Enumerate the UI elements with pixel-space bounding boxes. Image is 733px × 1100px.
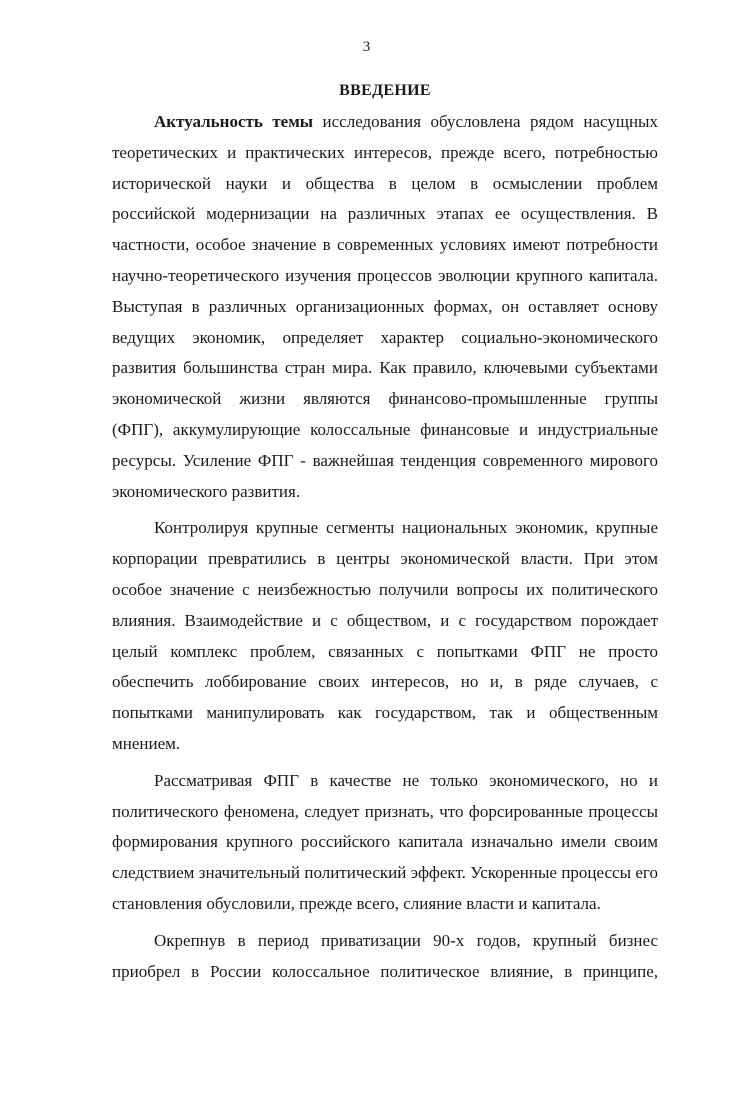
paragraph-1 xyxy=(112,107,658,507)
body-text xyxy=(112,107,658,987)
paragraph-1-text: исследования обусловлена рядом насущных теоретических и практических интересов, прежде всего, потребностью исторической науки и общества в целом в осмыслении проблем российской модернизации на различных этапах ее осуществления. В частности, особое значение в современных условиях имеют потребности научно-теоретического изучения процессов эволюции крупного капитала. Выступая в различных организационных формах, он оставляет основу ведущих экономик, определяет характер социально-экономического развития большинства стран мира. Как правило, ключевыми субъектами экономической жизни являются финансово-промышленные группы (ФПГ), аккумулирующие колоссальные финансовые и индустриальные ресурсы. Усиление ФПГ - важнейшая тенденция современного мирового экономического развития. xyxy=(112,112,658,501)
page-number: 3 xyxy=(362,39,371,55)
paragraph-2: Контролируя крупные сегменты национальных экономик, крупные корпорации превратились в центры экономической власти. При этом особое значение с неизбежностью получили вопросы их политического влияния. Взаимодействие и с обществом, и с государством порождает целый комплекс проблем, связанных с попытками ФПГ не просто обеспечить лоббирование своих интересов, но и, в ряде случаев, с попытками манипулировать как государством, так и общественным мнением. xyxy=(112,518,658,753)
paragraph-3: Рассматривая ФПГ в качестве не только экономического, но и политического феномена, следует признать, что форсированные процессы формирования крупного российского капитала изначально имели своим следствием значительный политический эффект. Ускоренные процессы его становления обусловили, прежде всего, слияние власти и капитала. xyxy=(112,770,658,913)
section-heading: ВВЕДЕНИЕ xyxy=(339,82,431,99)
paragraph-1-lead: Актуальность темы xyxy=(154,112,314,131)
paragraph-4: Окрепнув в период приватизации 90-х годов, крупный бизнес приобрел в России колоссальное политическое влияние, в принципе, xyxy=(112,930,658,981)
